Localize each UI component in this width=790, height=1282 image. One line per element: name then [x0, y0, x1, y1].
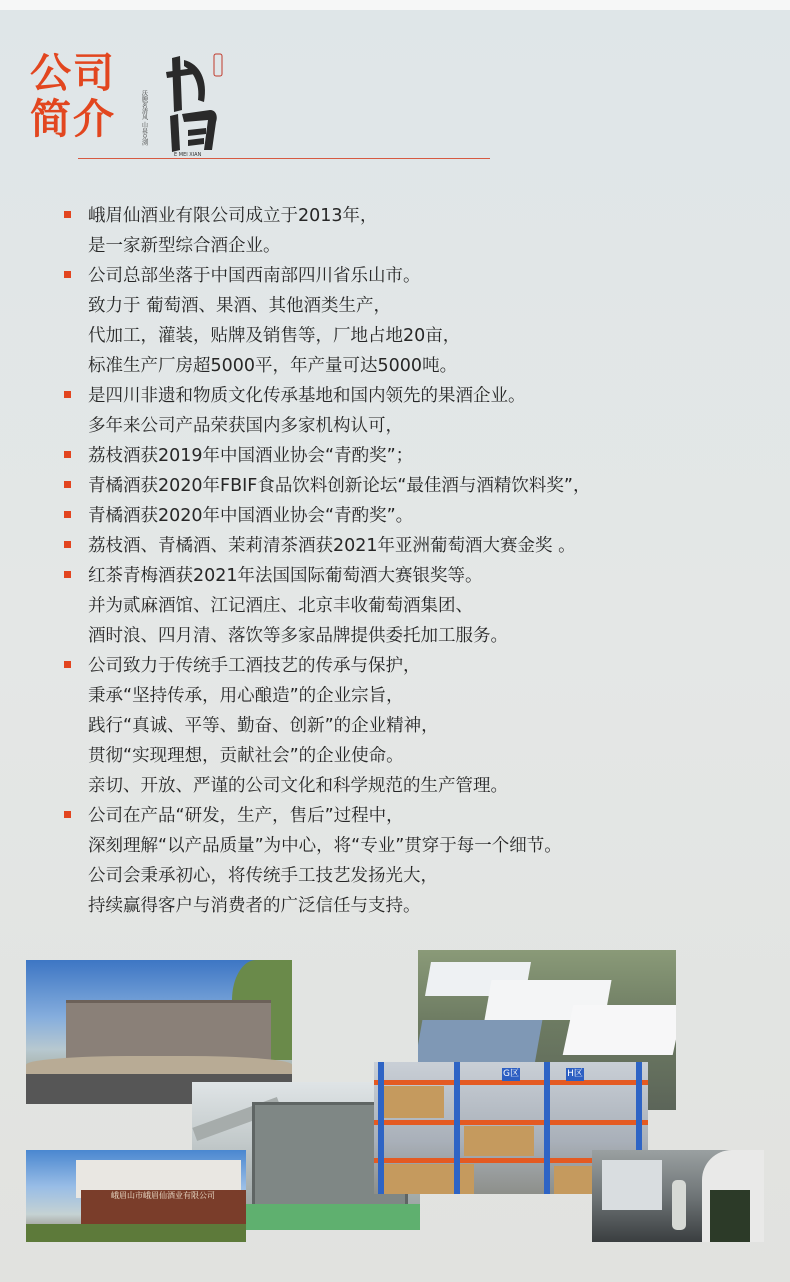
header-rule — [78, 158, 490, 159]
text-line: 是四川非遗和物质文化传承基地和国内领先的果酒企业。 — [88, 386, 526, 406]
bullet-paragraph — [60, 471, 780, 501]
section-title — [30, 50, 116, 142]
text-line: 致力于 葡萄酒、果酒、其他酒类生产， — [88, 296, 392, 316]
text-line: 是一家新型综合酒企业。 — [88, 236, 281, 256]
text-line: 公司在产品“研发，生产，售后”过程中， — [88, 806, 404, 826]
bullet-paragraph — [60, 441, 780, 471]
photo-worker — [592, 1150, 764, 1242]
title-line-2: 简介 — [30, 95, 116, 143]
text-line: 峨眉仙酒业有限公司成立于2013年， — [88, 206, 378, 226]
text-line: 荔枝酒获2019年中国酒业协会“青酌奖”； — [88, 446, 414, 466]
logo-pinyin: E MEI XIAN — [174, 152, 202, 158]
text-line: 深刻理解“以产品质量”为中心，将“专业”贯穿于每一个细节。 — [88, 836, 562, 856]
brand-logo — [140, 50, 235, 158]
bullet-paragraph — [60, 201, 780, 261]
text-line: 代加工，灌装，贴牌及销售等，厂地占地20亩， — [88, 326, 461, 346]
photo-factory-gate — [26, 1150, 246, 1242]
bullet-paragraph — [60, 531, 780, 561]
text-line: 持续赢得客户与消费者的广泛信任与支持。 — [88, 896, 421, 916]
text-line: 公司致力于传统手工酒技艺的传承与保护， — [88, 656, 421, 676]
text-line: 酒时浪、四月清、落饮等多家品牌提供委托加工服务。 — [88, 626, 508, 646]
intro-text — [60, 201, 780, 921]
bullet-paragraph — [60, 381, 780, 441]
zone-label-g: G区 — [503, 1069, 519, 1079]
text-line: 青橘酒获2020年FBIF食品饮料创新论坛“最佳酒与酒精饮料奖”， — [88, 476, 591, 496]
text-line: 青橘酒获2020年中国酒业协会“青酌奖”。 — [88, 506, 414, 526]
bullet-paragraph — [60, 501, 780, 531]
text-line: 亲切、开放、严谨的公司文化和科学规范的生产管理。 — [88, 776, 508, 796]
bullet-paragraph — [60, 651, 780, 801]
top-strip — [0, 0, 790, 10]
title-line-1: 公司 — [30, 49, 116, 97]
text-line: 公司会秉承初心，将传统手工技艺发扬光大， — [88, 866, 438, 886]
text-line: 多年来公司产品荣获国内多家机构认可， — [88, 416, 403, 436]
text-line: 公司总部坐落于中国西南部四川省乐山市。 — [88, 266, 421, 286]
text-line: 并为贰麻酒馆、江记酒庄、北京丰收葡萄酒集团、 — [88, 596, 473, 616]
text-line: 标准生产厂房超5000平，年产量可达5000吨。 — [88, 356, 458, 376]
text-line: 践行“真诚、平等、勤奋、创新”的企业精神， — [88, 716, 439, 736]
text-line: 秉承“坚持传承，用心酿造”的企业宗旨， — [88, 686, 404, 706]
text-line: 贯彻“实现理想，贡献社会”的企业使命。 — [88, 746, 404, 766]
logo-tagline: 沃腴茗清风 山泉兑浏 — [140, 90, 148, 146]
bullet-paragraph — [60, 561, 780, 651]
zone-label-h: H区 — [567, 1069, 583, 1079]
bullet-paragraph — [60, 261, 780, 381]
text-line: 荔枝酒、青橘酒、茉莉清茶酒获2021年亚洲葡萄酒大赛金奖 。 — [88, 536, 576, 556]
text-line: 红茶青梅酒获2021年法国国际葡萄酒大赛银奖等。 — [88, 566, 483, 586]
factory-sign-text: 峨眉山市峨眉仙酒业有限公司 — [111, 1191, 215, 1200]
bullet-paragraph — [60, 801, 780, 921]
